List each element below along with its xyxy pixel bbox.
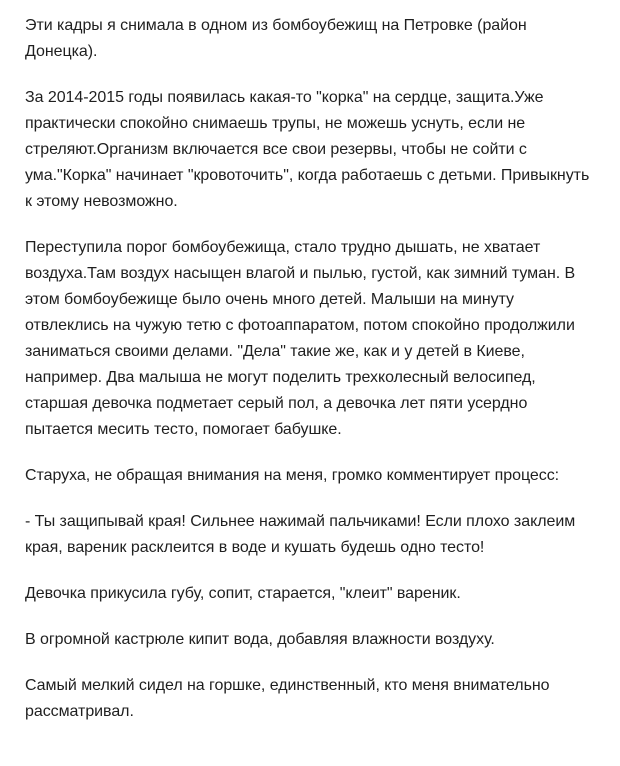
- paragraph: Переступила порог бомбоубежища, стало трудно дышать, не хватает воздуха.Там воздух насыщен влагой и пылью, густой, как зимний туман. В этом бомбоубежище было очень много детей. Малыши на минуту отвлеклись на чужую тетю с фотоаппаратом, потом спокойно продолжили заниматься своими делами. "Дела" такие же, как и у детей в Киеве, например. Два малыша не могут поделить трехколесный велосипед, старшая девочка подметает серый пол, а девочка лет пяти усердно пытается месить тесто, помогает бабушке.: [25, 239, 576, 438]
- paragraph: В огромной кастрюле кипит вода, добавляя влажности воздуху.: [25, 631, 495, 648]
- paragraph: Старуха, не обращая внимания на меня, громко комментирует процесс:: [25, 467, 560, 484]
- paragraph: Самый мелкий сидел на горшке, единственный, кто меня внимательно рассматривал.: [25, 677, 550, 720]
- paragraph: За 2014-2015 годы появилась какая-то "корка" на сердце, защита.Уже практически спокойно снимаешь трупы, не можешь уснуть, если не стреляют.Организм включается все свои резервы, чтобы не сойти с ума."Корка" начинает "кровоточить", когда работаешь с детьми. Привыкнуть к этому невозможно.: [25, 89, 590, 210]
- paragraph: - Ты защипывай края! Сильнее нажимай пальчиками! Если плохо заклеим края, вареник расклеится в воде и кушать будешь одно тесто!: [25, 513, 576, 556]
- paragraph: Девочка прикусила губу, сопит, старается, "клеит" вареник.: [25, 585, 461, 602]
- paragraph: Эти кадры я снимала в одном из бомбоубежищ на Петровке (район Донецка).: [25, 17, 527, 60]
